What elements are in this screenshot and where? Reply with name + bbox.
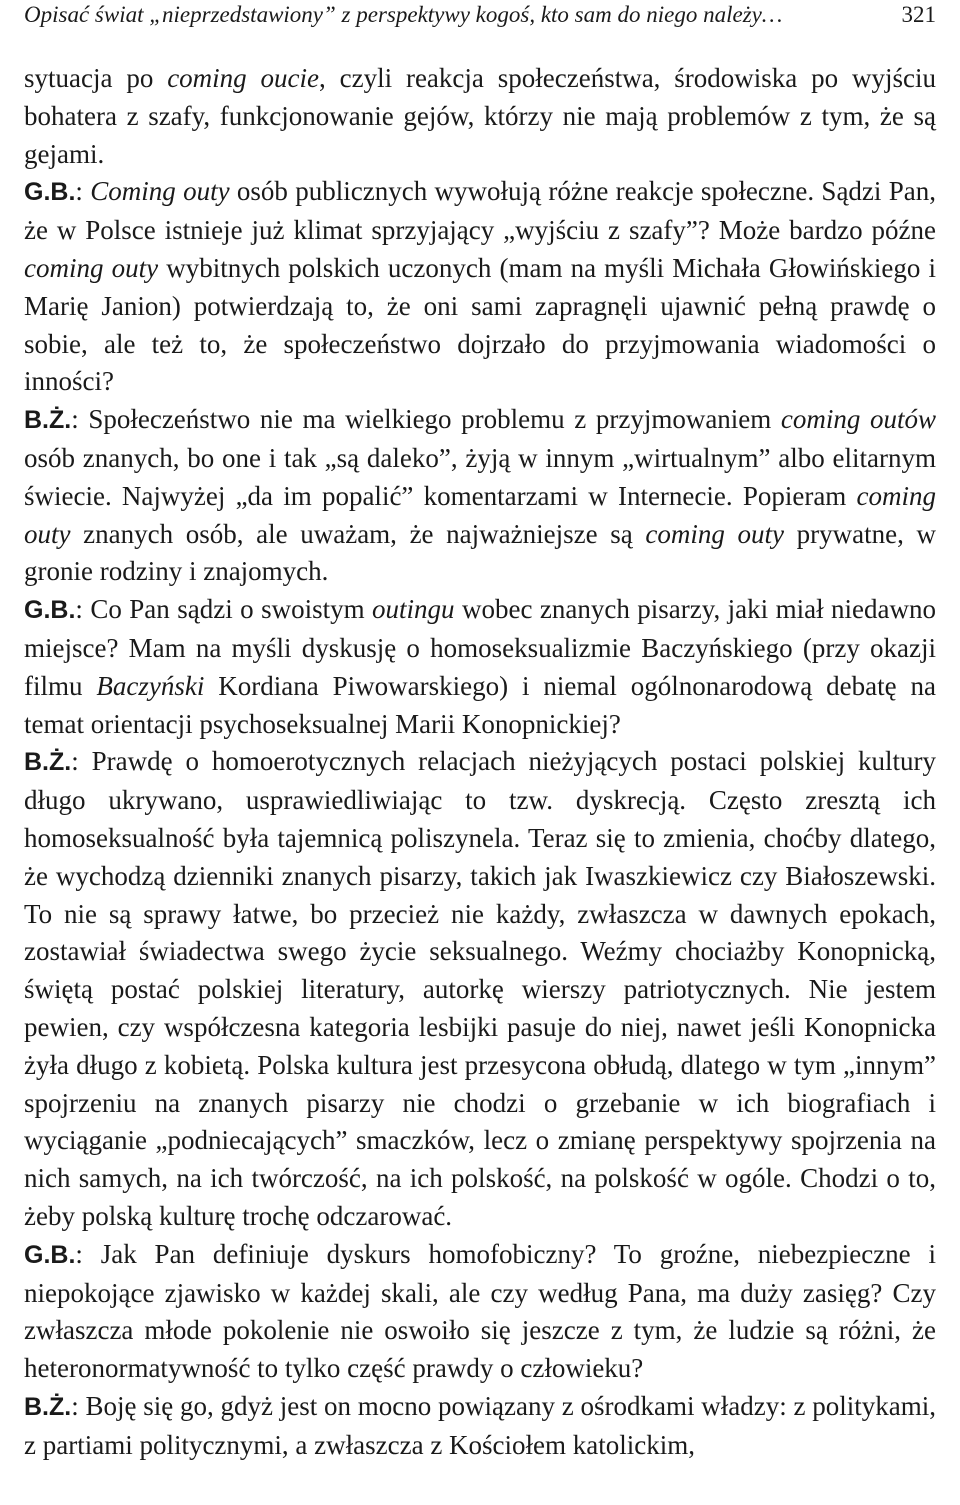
speaker-label: G.B.	[24, 1240, 76, 1269]
text-run: : Jak Pan definiuje dyskurs homofobiczny? To groźne, niebezpieczne i niepokojące zjawisko w każdej skali, ale czy według Pana, ma duży zasięg? Czy zwłaszcza młode pokolenie nie oswoiło się jeszcze z tym, że ludzie są różni, że heteronormatywność to tylko część prawdy o człowieku?	[24, 1238, 936, 1384]
text-run: : Prawdę o homoerotycznych relacjach nieżyjących postaci polskiej kultury długo ukrywano, usprawiedliwiając to tzw. dyskrecją. Często zresztą ich homoseksualność była tajemnicą poliszynela. Teraz się to zmienia, choćby dlatego, że wychodzą dzienniki znanych pisarzy, takich jak Iwaszkiewicz czy Białoszewski. To nie są sprawy łatwe, bo przecież nie każdy, zwłaszcza w dawnych epokach, zostawiał świadectwa swego życie seksualnego. Weźmy chociażby Konopnicką, świętą postać polskiej literatury, autorkę wierszy patriotycznych. Nie jestem pewien, czy współczesna kategoria lesbijki pasuje do niej, nawet jeśli Konopnicka żyła długo z kobietą. Polska kultura jest przesycona obłudą, dlatego w tym „innym” spojrzeniu na znanych pisarzy nie chodzi o grzebanie w ich biografiach i wyciąganie „podniecających” smaczków, lecz o zmianę perspektywy spojrzenia na nich samych, na ich twórczość, na ich polskość, na polskość w ogóle. Chodzi o to, żeby polską kulturę trochę odczarować.	[24, 746, 936, 1231]
italic-term: Baczyński	[96, 670, 205, 701]
paragraph	[24, 591, 936, 743]
page-number: 321	[901, 2, 936, 27]
text-run: Kordiana Piwowarskiego) i niemal ogólnonarodową debatę na temat orientacji psychoseksualnej Marii Konopnickiej?	[24, 670, 936, 739]
italic-term: outingu	[372, 594, 455, 625]
paragraph	[24, 173, 936, 401]
text-run: osób znanych, bo one i tak „są daleko”, żyją w innym „wirtualnym” albo elitarnym świecie. Najwyżej „da im popalić” komentarzami w Internecie. Popieram	[24, 442, 936, 511]
text-run: prywatne, w gronie rodziny i znajomych.	[24, 518, 936, 587]
speaker-label: G.B.	[24, 596, 76, 625]
text-run: : Co Pan sądzi o swoistym	[75, 594, 373, 625]
paragraph	[24, 401, 936, 591]
text-run: sytuacja po	[24, 63, 168, 93]
article-body	[24, 60, 936, 1464]
text-run: wobec znanych pisarzy, jaki miał niedawno miejsce? Mam na myśli dyskusję o homoseksualizmie Baczyńskiego (przy okazji filmu	[24, 594, 936, 701]
running-title: Opisać świat „nieprzedstawiony” z perspektywy kogoś, kto sam do niego należy…	[24, 2, 783, 27]
text-run: , czyli reakcja społeczeństwa, środowiska po wyjściu bohatera z szafy, funkcjonowanie gejów, którzy nie mają problemów z tym, że są gejami.	[24, 63, 936, 169]
speaker-label: B.Ż.	[24, 1392, 72, 1421]
speaker-label: B.Ż.	[24, 748, 72, 777]
text-run: znanych osób, ale uważam, że najważniejsze są	[70, 518, 646, 549]
paragraph	[24, 743, 936, 1235]
italic-term: coming outy	[645, 518, 784, 549]
italic-term: coming outów	[780, 404, 937, 435]
text-run: wybitnych polskich uczonych (mam na myśli Michała Głowińskiego i Marię Janion) potwierdzają to, że oni sami zapragnęli ujawnić pełną prawdę o sobie, ale też to, że społeczeństwo dojrzało do przyjmowania wiadomości o inności?	[24, 252, 936, 397]
italic-term: coming outy	[24, 252, 159, 283]
text-run: : Społeczeństwo nie ma wielkiego problemu z przyjmowaniem	[71, 404, 781, 435]
text-run: osób publicznych wywołują różne reakcje społeczne. Sądzi Pan, że w Polsce istnieje już klimat sprzyjający „wyjściu z szafy”? Może bardzo późne	[24, 176, 936, 246]
italic-term: Coming outy	[90, 176, 230, 207]
text-run: : Boję się go, gdyż jest on mocno powiązany z ośrodkami władzy: z politykami, z partiami politycznymi, a zwłaszcza z Kościołem katolickim,	[24, 1390, 936, 1460]
italic-term: coming outy	[24, 480, 936, 549]
running-header	[24, 2, 936, 32]
speaker-label: G.B.	[24, 178, 76, 207]
speaker-label: B.Ż.	[24, 406, 72, 435]
italic-term: coming oucie	[167, 63, 320, 93]
paragraph	[24, 60, 936, 173]
paragraph	[24, 1388, 936, 1465]
text-run: :	[75, 176, 91, 207]
paragraph	[24, 1236, 936, 1388]
